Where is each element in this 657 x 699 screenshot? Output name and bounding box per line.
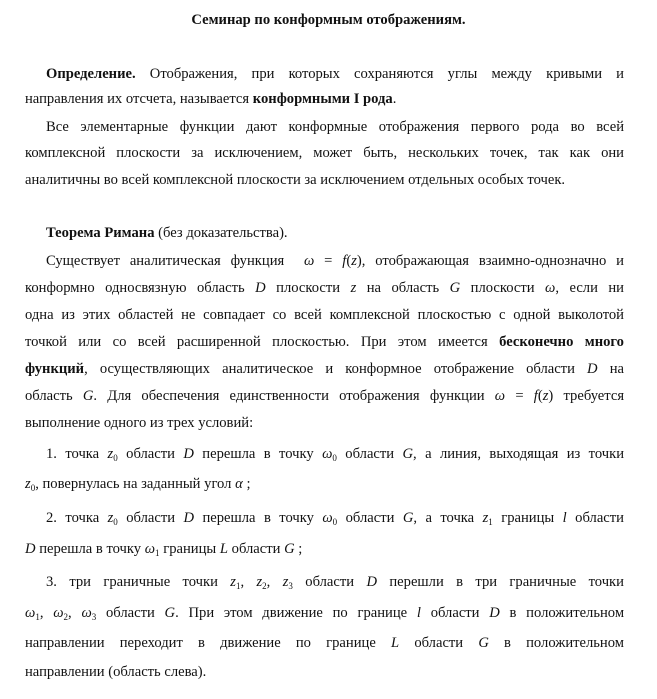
math-lp: ( [346, 253, 352, 269]
text: точкой или со всей расширенной плоскостью. При этом имеется [25, 334, 488, 350]
text: направлении переходит в движение по границе [25, 635, 376, 651]
math-G: G [478, 635, 489, 651]
math-G: G [82, 388, 94, 404]
theorem-label: Теорема Римана [46, 225, 155, 241]
math-z [108, 446, 118, 462]
page-title: Семинар по конформным отображениям. [191, 12, 466, 28]
math-G: G [402, 510, 414, 526]
subscript: 1 [155, 548, 160, 558]
text: плоскости [276, 280, 341, 296]
math-omega-char: ω [25, 605, 36, 621]
text: области [305, 574, 355, 590]
text: перешли в три граничные точки [389, 574, 624, 590]
condition-1-line-2 [25, 474, 624, 494]
text: , а линия, выходящая из точки [413, 446, 625, 462]
text: на [609, 361, 624, 377]
math-D: D [587, 361, 598, 377]
math-rp: ) [548, 388, 554, 404]
text: области [430, 605, 480, 621]
math-z-char: z [107, 510, 114, 526]
text: области [231, 541, 281, 557]
text: области [414, 635, 464, 651]
subscript: 3 [288, 581, 293, 591]
text: Существует аналитическая функция [46, 253, 285, 269]
text: конформно односвязную область [25, 280, 245, 296]
subscript: 2 [63, 612, 69, 622]
math-f: f [533, 388, 538, 404]
math-D: D [255, 280, 266, 296]
text: 2. точка [46, 510, 100, 526]
theorem-line-5 [25, 359, 624, 379]
subscript: 0 [332, 453, 337, 463]
paragraph-2-line-3 [25, 170, 624, 190]
text: ; [298, 541, 303, 557]
math-z-char: z [25, 476, 31, 492]
text: , [266, 574, 271, 590]
math-omega: ω [545, 280, 556, 296]
math-l: l [416, 605, 421, 621]
definition-label: Определение. [46, 66, 136, 82]
condition-1-line-1 [46, 444, 624, 464]
math-G: G [449, 280, 461, 296]
math-D: D [25, 541, 36, 557]
text: , осуществляющих аналитическое и конформное отображение области [84, 361, 575, 377]
math-z-char: z [107, 446, 114, 462]
text: области [345, 510, 395, 526]
theorem-line-1 [46, 251, 624, 271]
text: области [126, 446, 175, 462]
math-omega [322, 510, 337, 526]
theorem-line-6 [25, 386, 624, 406]
text: одна из этих областей не совпадает со всей комплексной плоскостью с одной выколотой [25, 307, 624, 323]
text: ; [246, 476, 251, 492]
math-omega [25, 605, 40, 621]
math-rp: ) [356, 253, 362, 269]
math-omega-char: ω [144, 541, 156, 557]
condition-2-line-2 [25, 539, 624, 559]
text: , повернулась на заданный угол [35, 476, 232, 492]
text: , если ни [555, 280, 624, 296]
text: 3. три граничные точки [46, 574, 218, 590]
definition-text: Отображения, при которых сохраняются углы между кривыми и [149, 66, 624, 82]
math-G: G [164, 605, 176, 621]
subscript: 0 [30, 483, 36, 493]
math-z: z [350, 280, 357, 296]
text: , а точка [413, 510, 475, 526]
math-z [25, 476, 35, 492]
theorem-line-7 [25, 413, 624, 433]
text: аналитичны во всей комплексной плоскости за исключением отдельных особых точек. [25, 172, 566, 188]
math-omega: ω [494, 388, 506, 404]
paragraph-2-line-2 [25, 143, 624, 163]
text: в положительном [509, 605, 625, 621]
math-z-char: z [230, 574, 236, 590]
text: в положительном [504, 635, 624, 651]
functions-term: функций [25, 361, 85, 377]
condition-3-line-3 [25, 633, 624, 653]
infinitely-many-term: бесконечно много [499, 334, 624, 350]
math-alpha: α [235, 476, 243, 492]
text: , отображающая взаимно-однозначно и [361, 253, 624, 269]
text: Все элементарные функции дают конформные отображения первого рода во всей [46, 119, 624, 135]
math-z [230, 574, 240, 590]
math-z-char: z [282, 574, 289, 590]
math-z [108, 510, 118, 526]
text: выполнение одного из трех условий: [25, 415, 254, 431]
math-omega [145, 541, 160, 557]
text: области [126, 510, 176, 526]
subscript: 0 [332, 517, 338, 527]
math-z [283, 574, 293, 590]
condition-3-line-1 [46, 572, 624, 592]
theorem-line-2 [25, 278, 624, 298]
text: , [68, 605, 72, 621]
conformal-term: конформными I рода [252, 91, 393, 107]
math-D: D [489, 605, 500, 621]
math-D: D [366, 574, 377, 590]
subscript: 1 [35, 612, 40, 622]
math-G: G [402, 446, 414, 462]
math-L: L [391, 635, 400, 651]
text: область [25, 388, 73, 404]
math-lp: ( [537, 388, 543, 404]
subscript: 3 [91, 612, 97, 622]
math-z-char: z [482, 510, 489, 526]
math-omega-char: ω [322, 446, 333, 462]
text: перешла в точку [202, 510, 314, 526]
math-z-char: z [256, 574, 263, 590]
text: области [106, 605, 155, 621]
math-f: f [342, 253, 347, 269]
subscript: 1 [235, 581, 241, 591]
math-omega-char: ω [81, 605, 92, 621]
text: области [345, 446, 395, 462]
text: . При этом движение по границе [175, 605, 408, 621]
subscript: 1 [488, 517, 493, 527]
math-omega: ω [303, 253, 315, 269]
subscript: 0 [113, 453, 118, 463]
math-z [256, 574, 266, 590]
subscript: 2 [262, 581, 267, 591]
text: на область [366, 280, 440, 296]
text: . Для обеспечения единственности отображения функции [93, 388, 485, 404]
text: перешла в точку [202, 446, 314, 462]
definition-line-1 [46, 64, 624, 84]
math-omega-char: ω [322, 510, 333, 526]
math-eq: = [324, 253, 333, 269]
condition-3-line-4 [25, 662, 624, 682]
theorem-heading [46, 223, 624, 243]
math-omega [53, 605, 68, 621]
theorem-line-4 [25, 332, 624, 352]
math-omega-char: ω [53, 605, 64, 621]
text: 1. точка [46, 446, 100, 462]
math-D: D [183, 510, 195, 526]
math-omega [322, 446, 337, 462]
condition-3-line-2 [25, 603, 624, 623]
math-l: l [562, 510, 567, 526]
math-G: G [284, 541, 295, 557]
text: , [240, 574, 245, 590]
text: плоскости [470, 280, 535, 296]
text: комплексной плоскости за исключением, может быть, нескольких точек, так как они [25, 145, 624, 161]
math-z: z [542, 388, 549, 404]
text: направлении (область слева). [25, 664, 207, 680]
text: (без доказательства). [158, 225, 288, 241]
math-z [483, 510, 493, 526]
theorem-line-3 [25, 305, 624, 325]
text: направления их отсчета, называется [25, 91, 250, 107]
math-z: z [351, 253, 357, 269]
text: . [392, 91, 397, 107]
math-L: L [219, 541, 228, 557]
math-eq: = [515, 388, 524, 404]
text: границы [501, 510, 555, 526]
text: области [575, 510, 624, 526]
text: границы [163, 541, 217, 557]
text: требуется [563, 388, 625, 404]
text: перешла в точку [39, 541, 142, 557]
condition-2-line-1 [46, 508, 624, 528]
paragraph-2-line-1 [46, 117, 624, 137]
definition-line-2 [25, 89, 624, 109]
subscript: 0 [113, 517, 118, 527]
text: , [39, 605, 44, 621]
math-D: D [183, 446, 194, 462]
math-omega [81, 605, 96, 621]
